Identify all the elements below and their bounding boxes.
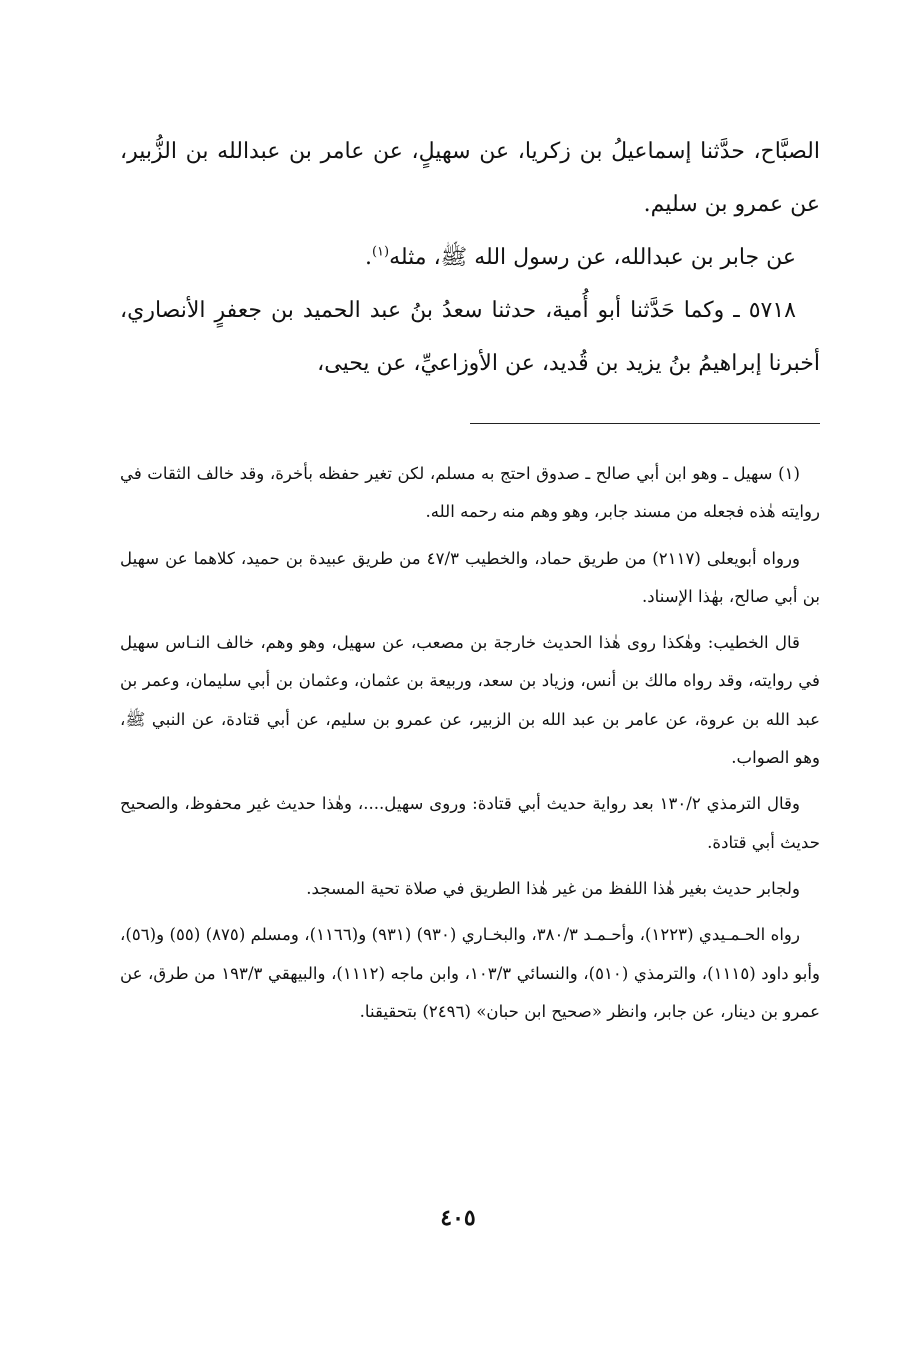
main-text: [120, 125, 820, 390]
main-paragraph-3: ٥٧١٨ ـ وكما حَدَّثنا أبو أُمية، حدثنا سعدُ بنُ عبد الحميد بن جعفرٍ الأنصاري، أخبرنا إبراهيمُ بنُ يزيد بن قُديد، عن الأوزاعيِّ، عن يحيى،: [120, 298, 820, 376]
footnote-marker: (١): [371, 244, 390, 260]
footnote-paragraph: ورواه أبويعلى (٢١١٧) من طريق حماد، والخطيب ٤٧/٣ من طريق عبيدة بن حميد، كلاهما عن سهيل بن أبي صالح، بهٰذا الإسناد.: [120, 548, 820, 606]
footnote-paragraph: (١) سهيل ـ وهو ابن أبي صالح ـ صدوق احتج به مسلم، لكن تغير حفظه بأخرة، وقد خالف الثقات في روايته هٰذه فجعله من مسند جابر، وهو وهم منه رحمه الله.: [120, 464, 820, 522]
main-paragraph-2-end: .: [364, 245, 372, 270]
footnotes: [120, 455, 820, 1039]
main-paragraph-1: الصبَّاح، حدَّثنا إسماعيلُ بن زكريا، عن سهيلٍ، عن عامر بن عبدالله بن الزُّبير، عن عمرو بن سليم.: [120, 139, 820, 217]
main-paragraph-2-text: عن جابر بن عبدالله، عن رسول الله ﷺ، مثله: [389, 245, 796, 270]
footnote-paragraph: قال الخطيب: وهٰكذا روى هٰذا الحديث خارجة بن مصعب، عن سهيل، وهو وهم، خالف النـاس سهيل في روايته، وقد رواه مالك بن أنس، وزياد بن سعد، وربيعة بن عثمان، وعثمان بن أبي سليمان، وعمر بن عبد الله بن عروة، عن عامر بن عبد الله بن الزبير، عن عمرو بن سليم، عن أبي قتادة، عن النبي ﷺ، وهو الصواب.: [120, 633, 820, 768]
footnote-paragraph: وقال الترمذي ١٣٠/٢ بعد رواية حديث أبي قتادة: وروى سهيل....، وهٰذا حديث غير محفوظ، والصحيح حديث أبي قتادة.: [120, 794, 820, 852]
main-paragraph-2: [120, 231, 820, 284]
page-number: ٤٠٥: [440, 1205, 476, 1231]
footnote-paragraph: ولجابر حديث بغير هٰذا اللفظ من غير هٰذا الطريق في صلاة تحية المسجد.: [306, 878, 800, 898]
footnote-paragraph: رواه الحـمـيدي (١٢٢٣)، وأحـمـد ٣٨٠/٣، والبخـاري (٩٣٠) (٩٣١) و(١١٦٦)، ومسلم (٨٧٥) (٥٥) و(٥٦)، وأبو داود (١١١٥)، والترمذي (٥١٠)، والنسائي ١٠٣/٣، وابن ماجه (١١١٢)، والبيهقي ١٩٣/٣ من طرق، عن عمرو بن دينار، عن جابر، وانظر «صحيح ابن حبان» (٢٤٩٦) بتحقيقنا.: [120, 925, 820, 1021]
footnote-divider: [470, 423, 820, 424]
